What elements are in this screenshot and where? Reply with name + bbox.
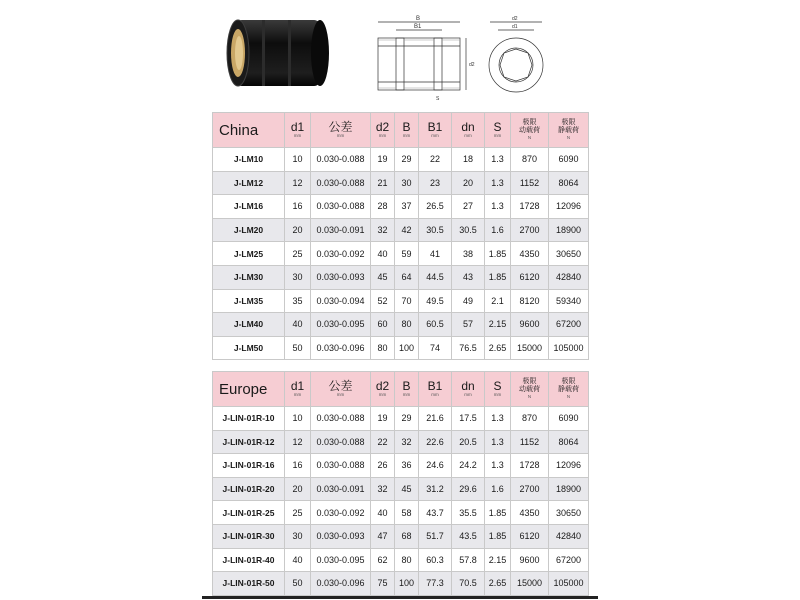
model-cell: J-LM40: [213, 313, 285, 337]
value-cell: 32: [371, 477, 395, 501]
value-cell: 100: [395, 336, 419, 360]
europe-table-body: [213, 407, 589, 596]
value-cell: 45: [395, 477, 419, 501]
value-cell: 60.5: [419, 313, 452, 337]
value-cell: 60: [371, 313, 395, 337]
china-header-row: [213, 113, 589, 148]
china-table-header: [213, 113, 589, 148]
header-label-line1: 极限: [522, 119, 537, 127]
value-cell: 23: [419, 171, 452, 195]
table-row: [213, 477, 589, 501]
value-cell: 57.8: [452, 548, 485, 572]
table-row: [213, 454, 589, 478]
header-unit: N: [566, 394, 571, 400]
header-symbol: d2: [375, 120, 390, 135]
value-cell: 0.030-0.093: [311, 524, 371, 548]
model-cell: J-LIN-01R-16: [213, 454, 285, 478]
value-cell: 10: [285, 407, 311, 431]
value-cell: 59: [395, 242, 419, 266]
value-cell: 18: [452, 148, 485, 172]
china-header-cell: [419, 113, 452, 148]
value-cell: 28: [371, 195, 395, 219]
header-symbol: 公差: [328, 120, 353, 135]
bearing-photo: [222, 10, 332, 94]
value-cell: 0.030-0.088: [311, 454, 371, 478]
value-cell: 2.65: [485, 572, 511, 596]
value-cell: 30: [395, 171, 419, 195]
value-cell: 1728: [511, 454, 549, 478]
model-cell: J-LM16: [213, 195, 285, 219]
header-unit: N: [527, 135, 532, 141]
value-cell: 32: [395, 430, 419, 454]
value-cell: 40: [285, 313, 311, 337]
value-cell: 4350: [511, 501, 549, 525]
table-row: [213, 313, 589, 337]
value-cell: 1.3: [485, 430, 511, 454]
value-cell: 67200: [549, 548, 589, 572]
value-cell: 6120: [511, 524, 549, 548]
value-cell: 8064: [549, 430, 589, 454]
china-spec-table: [212, 112, 589, 360]
value-cell: 67200: [549, 313, 589, 337]
model-cell: J-LIN-01R-20: [213, 477, 285, 501]
value-cell: 44.5: [419, 265, 452, 289]
value-cell: 2700: [511, 477, 549, 501]
model-cell: J-LIN-01R-50: [213, 572, 285, 596]
value-cell: 2.15: [485, 548, 511, 572]
value-cell: 22: [371, 430, 395, 454]
header-unit: mm: [464, 392, 472, 398]
value-cell: 20: [452, 171, 485, 195]
header-label-line2: 静载荷: [558, 127, 579, 135]
value-cell: 0.030-0.088: [311, 148, 371, 172]
front-label-d1: d1: [512, 24, 518, 30]
header-symbol: S: [493, 379, 502, 394]
value-cell: 30650: [549, 242, 589, 266]
table-row: [213, 195, 589, 219]
china-header-cell: [511, 113, 549, 148]
header-unit: mm: [402, 133, 411, 139]
header-label-line1: 极限: [561, 119, 576, 127]
header-unit: mm: [464, 133, 472, 139]
value-cell: 1.3: [485, 195, 511, 219]
europe-header-cell: [549, 372, 589, 407]
value-cell: 43.7: [419, 501, 452, 525]
value-cell: 37: [395, 195, 419, 219]
header-unit: mm: [293, 133, 302, 139]
value-cell: 19: [371, 407, 395, 431]
europe-region-label: Europe: [213, 372, 285, 407]
europe-header-cell: [311, 372, 371, 407]
value-cell: 4350: [511, 242, 549, 266]
value-cell: 30: [285, 524, 311, 548]
value-cell: 1.6: [485, 218, 511, 242]
value-cell: 38: [452, 242, 485, 266]
europe-header-cell: [419, 372, 452, 407]
table-row: [213, 336, 589, 360]
table-row: [213, 265, 589, 289]
header-symbol: B: [402, 120, 411, 135]
value-cell: 1.6: [485, 477, 511, 501]
value-cell: 30: [285, 265, 311, 289]
europe-header-cell: [485, 372, 511, 407]
value-cell: 80: [371, 336, 395, 360]
value-cell: 0.030-0.092: [311, 242, 371, 266]
value-cell: 1152: [511, 171, 549, 195]
value-cell: 21.6: [419, 407, 452, 431]
header-unit: N: [566, 135, 571, 141]
value-cell: 2.15: [485, 313, 511, 337]
model-cell: J-LM12: [213, 171, 285, 195]
header-symbol: 公差: [328, 379, 353, 394]
value-cell: 1.3: [485, 407, 511, 431]
value-cell: 1152: [511, 430, 549, 454]
value-cell: 25: [285, 242, 311, 266]
bottom-rule: [202, 596, 598, 599]
header-symbol: S: [493, 120, 502, 135]
side-label-s: S: [436, 96, 440, 102]
value-cell: 60.3: [419, 548, 452, 572]
value-cell: 1728: [511, 195, 549, 219]
header-unit: mm: [378, 133, 387, 139]
model-cell: J-LM25: [213, 242, 285, 266]
value-cell: 20: [285, 477, 311, 501]
model-cell: J-LM30: [213, 265, 285, 289]
value-cell: 0.030-0.091: [311, 218, 371, 242]
header-symbol: d1: [290, 379, 305, 394]
value-cell: 59340: [549, 289, 589, 313]
china-header-cell: [285, 113, 311, 148]
header-unit: mm: [293, 392, 302, 398]
value-cell: 0.030-0.094: [311, 289, 371, 313]
value-cell: 1.3: [485, 171, 511, 195]
value-cell: 74: [419, 336, 452, 360]
value-cell: 40: [285, 548, 311, 572]
value-cell: 75: [371, 572, 395, 596]
china-header-cell: [549, 113, 589, 148]
value-cell: 40: [371, 501, 395, 525]
value-cell: 21: [371, 171, 395, 195]
value-cell: 0.030-0.088: [311, 407, 371, 431]
value-cell: 26: [371, 454, 395, 478]
header-unit: N: [527, 394, 532, 400]
value-cell: 30.5: [419, 218, 452, 242]
value-cell: 0.030-0.091: [311, 477, 371, 501]
value-cell: 0.030-0.088: [311, 430, 371, 454]
value-cell: 29.6: [452, 477, 485, 501]
value-cell: 57: [452, 313, 485, 337]
value-cell: 12: [285, 171, 311, 195]
value-cell: 18900: [549, 218, 589, 242]
europe-header-cell: [371, 372, 395, 407]
value-cell: 80: [395, 548, 419, 572]
europe-spec-table: [212, 371, 589, 596]
value-cell: 27: [452, 195, 485, 219]
model-cell: J-LIN-01R-30: [213, 524, 285, 548]
value-cell: 24.2: [452, 454, 485, 478]
table-row: [213, 218, 589, 242]
value-cell: 31.2: [419, 477, 452, 501]
value-cell: 1.3: [485, 148, 511, 172]
table-row: [213, 524, 589, 548]
value-cell: 70.5: [452, 572, 485, 596]
value-cell: 43: [452, 265, 485, 289]
header-symbol: B: [402, 379, 411, 394]
value-cell: 18900: [549, 477, 589, 501]
value-cell: 10: [285, 148, 311, 172]
value-cell: 1.85: [485, 242, 511, 266]
header-label-line2: 动载荷: [519, 127, 540, 135]
value-cell: 43.5: [452, 524, 485, 548]
header-label-line1: 极限: [522, 378, 537, 386]
value-cell: 8120: [511, 289, 549, 313]
value-cell: 0.030-0.095: [311, 548, 371, 572]
header-symbol: d1: [290, 120, 305, 135]
value-cell: 20.5: [452, 430, 485, 454]
value-cell: 40: [371, 242, 395, 266]
value-cell: 80: [395, 313, 419, 337]
value-cell: 105000: [549, 336, 589, 360]
side-label-b: B: [416, 16, 421, 22]
value-cell: 22: [419, 148, 452, 172]
china-header-cell: [395, 113, 419, 148]
value-cell: 2.65: [485, 336, 511, 360]
value-cell: 42: [395, 218, 419, 242]
china-header-cell: [311, 113, 371, 148]
model-cell: J-LM50: [213, 336, 285, 360]
value-cell: 35: [285, 289, 311, 313]
china-region-label: China: [213, 113, 285, 148]
value-cell: 1.85: [485, 501, 511, 525]
value-cell: 870: [511, 407, 549, 431]
value-cell: 20: [285, 218, 311, 242]
model-cell: J-LIN-01R-40: [213, 548, 285, 572]
header-unit: mm: [493, 392, 502, 398]
header-symbol: dn: [461, 379, 475, 394]
header-symbol: B1: [427, 120, 443, 135]
model-cell: J-LIN-01R-10: [213, 407, 285, 431]
value-cell: 6120: [511, 265, 549, 289]
header-unit: mm: [402, 392, 411, 398]
value-cell: 35.5: [452, 501, 485, 525]
table-row: [213, 572, 589, 596]
value-cell: 52: [371, 289, 395, 313]
value-cell: 29: [395, 407, 419, 431]
value-cell: 0.030-0.096: [311, 336, 371, 360]
header-unit: mm: [431, 133, 439, 139]
value-cell: 1.85: [485, 524, 511, 548]
side-label-d2: d2: [469, 62, 475, 68]
value-cell: 1.3: [485, 454, 511, 478]
value-cell: 76.5: [452, 336, 485, 360]
china-header-cell: [485, 113, 511, 148]
value-cell: 50: [285, 572, 311, 596]
value-cell: 49.5: [419, 289, 452, 313]
value-cell: 870: [511, 148, 549, 172]
header-unit: mm: [431, 392, 439, 398]
model-cell: J-LM35: [213, 289, 285, 313]
table-row: [213, 148, 589, 172]
value-cell: 49: [452, 289, 485, 313]
value-cell: 22.6: [419, 430, 452, 454]
value-cell: 42840: [549, 524, 589, 548]
value-cell: 47: [371, 524, 395, 548]
model-cell: J-LIN-01R-25: [213, 501, 285, 525]
value-cell: 0.030-0.093: [311, 265, 371, 289]
side-section-drawing: [370, 8, 480, 104]
front-label-d2: d2: [512, 16, 518, 22]
value-cell: 105000: [549, 572, 589, 596]
value-cell: 6090: [549, 148, 589, 172]
europe-table-header: [213, 372, 589, 407]
side-label-b1: B1: [414, 24, 422, 30]
header-unit: mm: [378, 392, 387, 398]
value-cell: 100: [395, 572, 419, 596]
table-row: [213, 289, 589, 313]
value-cell: 68: [395, 524, 419, 548]
value-cell: 16: [285, 195, 311, 219]
model-cell: J-LM20: [213, 218, 285, 242]
value-cell: 25: [285, 501, 311, 525]
table-row: [213, 501, 589, 525]
header-symbol: d2: [375, 379, 390, 394]
value-cell: 58: [395, 501, 419, 525]
header-label-line2: 动载荷: [519, 386, 540, 394]
value-cell: 41: [419, 242, 452, 266]
header-unit: mm: [493, 133, 502, 139]
table-row: [213, 407, 589, 431]
value-cell: 51.7: [419, 524, 452, 548]
value-cell: 15000: [511, 572, 549, 596]
value-cell: 1.85: [485, 265, 511, 289]
value-cell: 19: [371, 148, 395, 172]
value-cell: 12096: [549, 454, 589, 478]
europe-header-row: [213, 372, 589, 407]
table-row: [213, 430, 589, 454]
value-cell: 2.1: [485, 289, 511, 313]
table-row: [213, 548, 589, 572]
value-cell: 32: [371, 218, 395, 242]
value-cell: 15000: [511, 336, 549, 360]
value-cell: 0.030-0.095: [311, 313, 371, 337]
value-cell: 62: [371, 548, 395, 572]
header-symbol: B1: [427, 379, 443, 394]
europe-header-cell: [395, 372, 419, 407]
front-view-drawing: [480, 8, 552, 104]
value-cell: 26.5: [419, 195, 452, 219]
value-cell: 24.6: [419, 454, 452, 478]
header-unit: mm: [336, 392, 345, 398]
header-unit: mm: [336, 133, 345, 139]
value-cell: 9600: [511, 548, 549, 572]
value-cell: 8064: [549, 171, 589, 195]
header-label-line1: 极限: [561, 378, 576, 386]
china-table-body: [213, 148, 589, 360]
china-header-cell: [452, 113, 485, 148]
value-cell: 64: [395, 265, 419, 289]
value-cell: 70: [395, 289, 419, 313]
value-cell: 0.030-0.088: [311, 171, 371, 195]
value-cell: 50: [285, 336, 311, 360]
model-cell: J-LM10: [213, 148, 285, 172]
value-cell: 0.030-0.088: [311, 195, 371, 219]
value-cell: 6090: [549, 407, 589, 431]
value-cell: 12: [285, 430, 311, 454]
model-cell: J-LIN-01R-12: [213, 430, 285, 454]
value-cell: 36: [395, 454, 419, 478]
header-label-line2: 静载荷: [558, 386, 579, 394]
value-cell: 9600: [511, 313, 549, 337]
value-cell: 16: [285, 454, 311, 478]
value-cell: 45: [371, 265, 395, 289]
table-row: [213, 171, 589, 195]
china-header-cell: [371, 113, 395, 148]
value-cell: 29: [395, 148, 419, 172]
value-cell: 0.030-0.092: [311, 501, 371, 525]
value-cell: 42840: [549, 265, 589, 289]
value-cell: 0.030-0.096: [311, 572, 371, 596]
europe-header-cell: [511, 372, 549, 407]
value-cell: 2700: [511, 218, 549, 242]
header-symbol: dn: [461, 120, 475, 135]
value-cell: 30650: [549, 501, 589, 525]
value-cell: 17.5: [452, 407, 485, 431]
value-cell: 77.3: [419, 572, 452, 596]
table-row: [213, 242, 589, 266]
europe-header-cell: [452, 372, 485, 407]
value-cell: 12096: [549, 195, 589, 219]
value-cell: 30.5: [452, 218, 485, 242]
europe-header-cell: [285, 372, 311, 407]
